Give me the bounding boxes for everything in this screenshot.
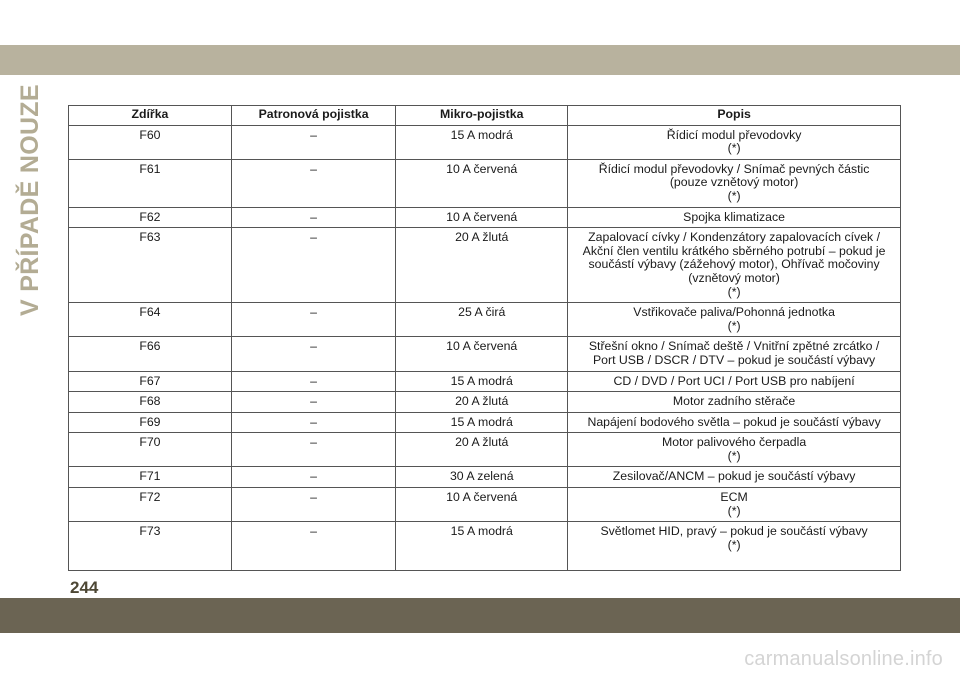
cell-micro: 20 A žlutá	[396, 392, 568, 413]
cell-description: Spojka klimatizace	[568, 207, 901, 228]
cell-cartridge: –	[231, 337, 395, 371]
cell-slot: F70	[69, 433, 232, 467]
cell-slot: F73	[69, 522, 232, 571]
cell-slot: F64	[69, 303, 232, 337]
cell-micro: 25 A čirá	[396, 303, 568, 337]
page-number: 244	[70, 578, 99, 597]
watermark: carmanualsonline.info	[744, 648, 943, 670]
table-row	[69, 392, 901, 413]
table-row	[69, 412, 901, 433]
cell-description: Zesilovač/ANCM – pokud je součástí výbavy	[568, 467, 901, 488]
cell-description: Motor zadního stěrače	[568, 392, 901, 413]
cell-description: Řídicí modul převodovky (*)	[568, 125, 901, 159]
cell-description: Světlomet HID, pravý – pokud je součástí výbavy (*)	[568, 522, 901, 571]
table-row	[69, 488, 901, 522]
cell-cartridge: –	[231, 392, 395, 413]
cell-cartridge: –	[231, 433, 395, 467]
table-row	[69, 159, 901, 207]
cell-slot: F68	[69, 392, 232, 413]
cell-description: Napájení bodového světla – pokud je součástí výbavy	[568, 412, 901, 433]
top-header-band	[0, 45, 960, 75]
cell-cartridge: –	[231, 303, 395, 337]
header-description: Popis	[568, 106, 901, 126]
cell-cartridge: –	[231, 467, 395, 488]
table-row	[69, 433, 901, 467]
cell-description: Motor palivového čerpadla (*)	[568, 433, 901, 467]
section-title: V PŘÍPADĚ NOUZE	[16, 84, 44, 316]
cell-slot: F62	[69, 207, 232, 228]
cell-micro: 10 A červená	[396, 337, 568, 371]
cell-cartridge: –	[231, 371, 395, 392]
header-cartridge-fuse: Patronová pojistka	[231, 106, 395, 126]
cell-slot: F60	[69, 125, 232, 159]
table-row	[69, 522, 901, 571]
cell-cartridge: –	[231, 159, 395, 207]
table-row	[69, 207, 901, 228]
cell-description: CD / DVD / Port UCI / Port USB pro nabíjení	[568, 371, 901, 392]
cell-cartridge: –	[231, 522, 395, 571]
cell-slot: F63	[69, 228, 232, 303]
cell-description: Řídicí modul převodovky / Snímač pevných částic (pouze vznětový motor) (*)	[568, 159, 901, 207]
table-header-row	[69, 106, 901, 126]
header-micro-fuse: Mikro-pojistka	[396, 106, 568, 126]
cell-cartridge: –	[231, 228, 395, 303]
cell-slot: F71	[69, 467, 232, 488]
cell-description: ECM (*)	[568, 488, 901, 522]
cell-description: Zapalovací cívky / Kondenzátory zapalovacích cívek / Akční člen ventilu krátkého sběrného potrubí – pokud je součástí výbavy (zážehový motor), Ohřívač močoviny (vznětový motor) (*)	[568, 228, 901, 303]
cell-slot: F72	[69, 488, 232, 522]
cell-micro: 20 A žlutá	[396, 433, 568, 467]
cell-cartridge: –	[231, 488, 395, 522]
cell-micro: 10 A červená	[396, 207, 568, 228]
fuse-table	[68, 105, 901, 571]
cell-micro: 15 A modrá	[396, 522, 568, 571]
table-row	[69, 371, 901, 392]
cell-cartridge: –	[231, 412, 395, 433]
cell-slot: F67	[69, 371, 232, 392]
cell-micro: 20 A žlutá	[396, 228, 568, 303]
table-row	[69, 467, 901, 488]
cell-cartridge: –	[231, 125, 395, 159]
table-row	[69, 337, 901, 371]
cell-micro: 30 A zelená	[396, 467, 568, 488]
table-row	[69, 303, 901, 337]
header-slot: Zdířka	[69, 106, 232, 126]
cell-description: Střešní okno / Snímač deště / Vnitřní zpětné zrcátko / Port USB / DSCR / DTV – pokud je součástí výbavy	[568, 337, 901, 371]
cell-slot: F66	[69, 337, 232, 371]
cell-micro: 15 A modrá	[396, 371, 568, 392]
cell-micro: 10 A červená	[396, 159, 568, 207]
cell-micro: 15 A modrá	[396, 412, 568, 433]
table-row	[69, 125, 901, 159]
bottom-footer-band	[0, 598, 960, 633]
cell-micro: 10 A červená	[396, 488, 568, 522]
cell-slot: F61	[69, 159, 232, 207]
table-row	[69, 228, 901, 303]
cell-description: Vstřikovače paliva/Pohonná jednotka (*)	[568, 303, 901, 337]
cell-cartridge: –	[231, 207, 395, 228]
cell-slot: F69	[69, 412, 232, 433]
cell-micro: 15 A modrá	[396, 125, 568, 159]
